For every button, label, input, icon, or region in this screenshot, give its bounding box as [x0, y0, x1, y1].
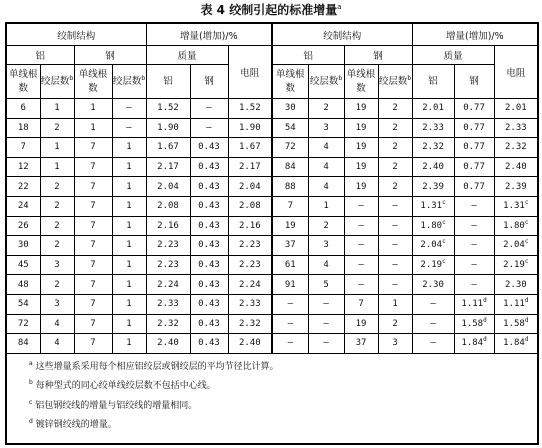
header-mass-al: 铝 [412, 65, 454, 99]
header-structure-left: 绞制结构 [6, 23, 146, 46]
table-cell: 7 [272, 196, 308, 216]
standard-increment-table [5, 22, 539, 445]
table-cell: 0.77 [454, 99, 494, 119]
table-cell: — [112, 99, 146, 119]
table-cell: 1.90 [228, 118, 272, 138]
table-cell: 1 [112, 177, 146, 197]
table-title-text: 表 4 绞制引起的标准增量 [200, 3, 338, 17]
table-cell: 2.40 [228, 334, 272, 354]
table-cell: 7 [74, 275, 112, 295]
table-cell: 4 [308, 177, 344, 197]
table-cell: 7 [74, 314, 112, 334]
header-increment-left: 增量(增加)/% [146, 23, 272, 46]
table-cell: 2 [378, 177, 412, 197]
table-cell: 2 [378, 138, 412, 158]
table-cell: 2.24 [146, 275, 190, 295]
table-cell: 1.31$^c$ [494, 196, 538, 216]
header-steel-left: 钢 [74, 46, 146, 65]
header-layers-mark: b [338, 74, 343, 82]
table-cell: 2 [378, 157, 412, 177]
table-cell: 2.04$^c$ [494, 236, 538, 256]
header-steel-right: 钢 [344, 46, 412, 65]
table-cell: 7 [6, 138, 40, 158]
table-cell: — [272, 294, 308, 314]
table-cell: 2.32 [228, 314, 272, 334]
cell-footnote-mark: c [524, 199, 529, 207]
table-cell: 0.77 [454, 177, 494, 197]
footnote-text: 镀锌钢绞线的增量。 [35, 420, 117, 431]
table-row [6, 196, 538, 216]
cell-footnote-mark: c [524, 258, 529, 266]
table-cell: 0.43 [190, 334, 228, 354]
table-cell: 1 [112, 275, 146, 295]
table-cell: 1.84$^d$ [494, 334, 538, 354]
table-row [6, 118, 538, 138]
header-mass-right: 质量 [412, 46, 494, 65]
footnote-text: 每种型式的同心绞单线绞层数不包括中心线。 [35, 381, 216, 392]
table-cell: — [112, 118, 146, 138]
header-al-left: 铝 [6, 46, 74, 65]
table-cell: 2 [40, 236, 74, 256]
table-cell: — [454, 236, 494, 256]
table-cell: 19 [344, 138, 378, 158]
table-cell: — [190, 118, 228, 138]
table-cell: 1 [40, 138, 74, 158]
table-cell: 2 [40, 275, 74, 295]
table-cell: 30 [272, 99, 308, 119]
table-cell: 2.33 [494, 118, 538, 138]
table-cell: 0.43 [190, 157, 228, 177]
table-row [6, 138, 538, 158]
table-cell: 1.58$^d$ [494, 314, 538, 334]
cell-footnote-mark: c [524, 238, 529, 246]
table-cell: 4 [308, 138, 344, 158]
table-cell: 2.30 [494, 275, 538, 295]
table-cell: 2 [378, 314, 412, 334]
table-cell: — [412, 314, 454, 334]
table-cell: 19 [344, 99, 378, 119]
table-cell: 1.52 [146, 99, 190, 119]
table-cell: 0.77 [454, 118, 494, 138]
table-cell: 2 [308, 216, 344, 236]
table-cell: 2.08 [146, 196, 190, 216]
table-cell: 4 [308, 255, 344, 275]
table-cell: 1.67 [228, 138, 272, 158]
table-cell: — [378, 236, 412, 256]
table-cell: 3 [308, 118, 344, 138]
table-cell: — [454, 275, 494, 295]
table-cell: 2.40 [146, 334, 190, 354]
table-cell: 7 [74, 216, 112, 236]
table-cell: 0.77 [454, 138, 494, 158]
table-cell: 1 [112, 334, 146, 354]
footnote-item [29, 416, 537, 436]
table-cell: 12 [6, 157, 40, 177]
table-cell: 1.84$^d$ [454, 334, 494, 354]
table-cell: 91 [272, 275, 308, 295]
header-al-right: 铝 [272, 46, 344, 65]
header-layers-mark: b [407, 74, 412, 82]
table-cell: 45 [6, 255, 40, 275]
table-cell: — [412, 294, 454, 314]
table-cell: 1.11$^d$ [454, 294, 494, 314]
table-cell: 7 [344, 294, 378, 314]
header-layers [112, 65, 146, 99]
table-cell: 2.04 [146, 177, 190, 197]
table-cell: 4 [40, 334, 74, 354]
table-cell: 22 [6, 177, 40, 197]
cell-footnote-mark: d [483, 316, 487, 324]
header-structure-right: 绞制结构 [272, 23, 412, 46]
header-resistance-right: 电阻 [494, 46, 538, 99]
table-cell: 3 [308, 236, 344, 256]
cell-footnote-mark: c [442, 238, 446, 246]
table-cell: — [344, 216, 378, 236]
table-cell: 72 [6, 314, 40, 334]
table-cell: 19 [344, 118, 378, 138]
table-cell: 2.01 [494, 99, 538, 119]
table-cell: 30 [6, 236, 40, 256]
table-cell: 2.23 [146, 255, 190, 275]
table-cell: 37 [344, 334, 378, 354]
table-cell: 2 [40, 196, 74, 216]
header-layers [40, 65, 74, 99]
header-mass-left: 质量 [146, 46, 228, 65]
table-cell: 26 [6, 216, 40, 236]
table-cell: 2.16 [146, 216, 190, 236]
header-layers-text: 绞层数 [378, 75, 408, 87]
table-cell: — [308, 314, 344, 334]
table-cell: 1 [74, 118, 112, 138]
table-cell: 1 [308, 196, 344, 216]
header-wire-count: 单线根数 [344, 65, 378, 99]
table-cell: 2.33 [412, 118, 454, 138]
table-cell: 5 [308, 275, 344, 295]
table-cell: 2.17 [228, 157, 272, 177]
table-cell: 1 [112, 314, 146, 334]
header-mass-steel: 钢 [190, 65, 228, 99]
table-cell: 2.24 [228, 275, 272, 295]
table-cell: — [308, 294, 344, 314]
table-cell: 1.31$^c$ [412, 196, 454, 216]
header-layers-text: 绞层数 [40, 75, 70, 87]
header-wire-count: 单线根数 [74, 65, 112, 99]
cell-footnote-mark: d [483, 297, 487, 305]
table-cell: 2 [378, 118, 412, 138]
table-cell: 3 [40, 294, 74, 314]
table-cell: 2.39 [494, 177, 538, 197]
table-cell: 2.40 [494, 157, 538, 177]
table-row [6, 294, 538, 314]
header-layers-text: 绞层数 [112, 75, 142, 87]
table-cell: 2.04 [228, 177, 272, 197]
table-cell: 19 [272, 216, 308, 236]
table-cell: — [378, 196, 412, 216]
table-cell: — [454, 255, 494, 275]
table-cell: 7 [74, 177, 112, 197]
table-cell: 1 [40, 99, 74, 119]
table-cell: 2.39 [412, 177, 454, 197]
table-cell: — [454, 216, 494, 236]
table-cell: 2.33 [228, 294, 272, 314]
table-cell: 1.67 [146, 138, 190, 158]
table-cell: 1.11$^d$ [494, 294, 538, 314]
table-cell: 7 [74, 157, 112, 177]
header-layers [308, 65, 344, 99]
table-cell: 7 [74, 196, 112, 216]
cell-footnote-mark: d [483, 336, 487, 344]
table-cell: 4 [40, 314, 74, 334]
table-cell: — [344, 236, 378, 256]
cell-footnote-mark: c [442, 218, 446, 226]
table-cell: 54 [272, 118, 308, 138]
table-cell: 0.43 [190, 196, 228, 216]
table-cell: 2.33 [146, 294, 190, 314]
header-increment-right: 增量(增加)/% [412, 23, 538, 46]
table-cell: 2.32 [146, 314, 190, 334]
table-cell: 0.43 [190, 314, 228, 334]
table-cell: 0.43 [190, 236, 228, 256]
table-cell: 2 [40, 177, 74, 197]
header-layers-text: 绞层数 [309, 75, 339, 87]
footnote-text: 这些增量系采用每个相应铝绞层或钢绞层的平均节径比计算。 [35, 361, 279, 372]
table-cell: 19 [344, 157, 378, 177]
table-cell: 88 [272, 177, 308, 197]
table-cell: — [344, 196, 378, 216]
table-cell: 2.04$^c$ [412, 236, 454, 256]
table-cell: 2.40 [412, 157, 454, 177]
table-cell: 2.16 [228, 216, 272, 236]
header-layers [378, 65, 412, 99]
table-cell: — [190, 99, 228, 119]
table-cell: 1.80$^c$ [494, 216, 538, 236]
table-cell: 2.08 [228, 196, 272, 216]
table-cell: 2.32 [494, 138, 538, 158]
table-cell: 1.52 [228, 99, 272, 119]
footnote-item [29, 377, 537, 397]
footnote-item [29, 358, 537, 378]
table-cell: 2 [308, 99, 344, 119]
table-cell: 18 [6, 118, 40, 138]
table-cell: 0.43 [190, 255, 228, 275]
footnote-mark: d [29, 418, 33, 426]
table-cell: 2.23 [228, 255, 272, 275]
header-wire-count: 单线根数 [6, 65, 40, 99]
table-cell: 1 [112, 216, 146, 236]
table-title [0, 2, 542, 18]
table-cell: 19 [344, 314, 378, 334]
table-cell: 1 [112, 236, 146, 256]
table-cell: 54 [6, 294, 40, 314]
table-cell: 1 [112, 294, 146, 314]
footnote-list [29, 358, 537, 436]
header-layers-mark: b [69, 74, 74, 82]
table-cell: — [378, 275, 412, 295]
table-row [6, 157, 538, 177]
table-cell: — [378, 216, 412, 236]
table-body [6, 99, 538, 354]
table-cell: — [344, 255, 378, 275]
cell-footnote-mark: d [524, 316, 529, 324]
table-cell: 1 [112, 196, 146, 216]
table-cell: 2.17 [146, 157, 190, 177]
table-cell: 1 [74, 99, 112, 119]
table-cell: 7 [74, 334, 112, 354]
footnotes [6, 353, 538, 444]
table-cell: — [272, 314, 308, 334]
table-cell: 1 [112, 138, 146, 158]
footnote-mark: b [29, 379, 33, 387]
header-layers-mark: b [141, 74, 146, 82]
table-cell: 61 [272, 255, 308, 275]
cell-footnote-mark: c [442, 199, 446, 207]
table-cell: — [378, 255, 412, 275]
cell-footnote-mark: c [524, 218, 529, 226]
table-cell: 0.43 [190, 216, 228, 236]
header-mass-steel: 钢 [454, 65, 494, 99]
cell-footnote-mark: c [442, 258, 446, 266]
table-cell: 2.23 [228, 236, 272, 256]
table-cell: 1.58$^d$ [454, 314, 494, 334]
table-cell: — [308, 334, 344, 354]
table-cell: 0.77 [454, 157, 494, 177]
table-cell: — [454, 196, 494, 216]
table-cell: 2 [40, 118, 74, 138]
table-cell: — [412, 334, 454, 354]
table-cell: 2.23 [146, 236, 190, 256]
table-cell: — [344, 275, 378, 295]
table-row [6, 314, 538, 334]
table-cell: 0.43 [190, 138, 228, 158]
table-row [6, 255, 538, 275]
table-cell: 7 [74, 294, 112, 314]
table-cell: 0.43 [190, 275, 228, 295]
table-cell: 2.32 [412, 138, 454, 158]
table-cell: 2.19$^c$ [412, 255, 454, 275]
table-cell: 2.01 [412, 99, 454, 119]
table-cell: 72 [272, 138, 308, 158]
table-cell: 6 [6, 99, 40, 119]
footnote-mark: a [29, 359, 33, 367]
header-wire-count: 单线根数 [272, 65, 308, 99]
table-cell: 4 [308, 157, 344, 177]
table-cell: 1 [112, 157, 146, 177]
header-mass-al: 铝 [146, 65, 190, 99]
cell-footnote-mark: d [524, 297, 529, 305]
table-cell: 7 [74, 138, 112, 158]
table-row [6, 216, 538, 236]
table-row [6, 177, 538, 197]
table-cell: 84 [6, 334, 40, 354]
table-cell: 1.90 [146, 118, 190, 138]
table-cell: 0.43 [190, 294, 228, 314]
table-cell: 2 [378, 99, 412, 119]
table-cell: 2.19$^c$ [494, 255, 538, 275]
table-cell: 24 [6, 196, 40, 216]
table-cell: 1.80$^c$ [412, 216, 454, 236]
table-cell: 3 [40, 255, 74, 275]
table-row [6, 275, 538, 295]
table-cell: — [272, 334, 308, 354]
table-cell: 48 [6, 275, 40, 295]
table-cell: 7 [74, 255, 112, 275]
table-cell: 37 [272, 236, 308, 256]
footnote-text: 铝包钢绞线的增量与铝绞线的增量相同。 [35, 400, 198, 411]
footnote-mark: c [29, 398, 33, 406]
table-row [6, 236, 538, 256]
table-cell: 2 [40, 216, 74, 236]
table-cell: 1 [378, 294, 412, 314]
title-footnote-mark: a [337, 3, 342, 11]
footnote-item [29, 397, 537, 417]
cell-footnote-mark: d [524, 336, 529, 344]
table-cell: 1 [112, 255, 146, 275]
header-resistance-left: 电阻 [228, 46, 272, 99]
table-cell: 7 [74, 236, 112, 256]
table-row [6, 99, 538, 119]
table-cell: 0.43 [190, 177, 228, 197]
table-cell: 19 [344, 177, 378, 197]
table-cell: 1 [40, 157, 74, 177]
table-cell: 3 [378, 334, 412, 354]
table-row [6, 334, 538, 354]
table-cell: 2.30 [412, 275, 454, 295]
table-cell: 84 [272, 157, 308, 177]
